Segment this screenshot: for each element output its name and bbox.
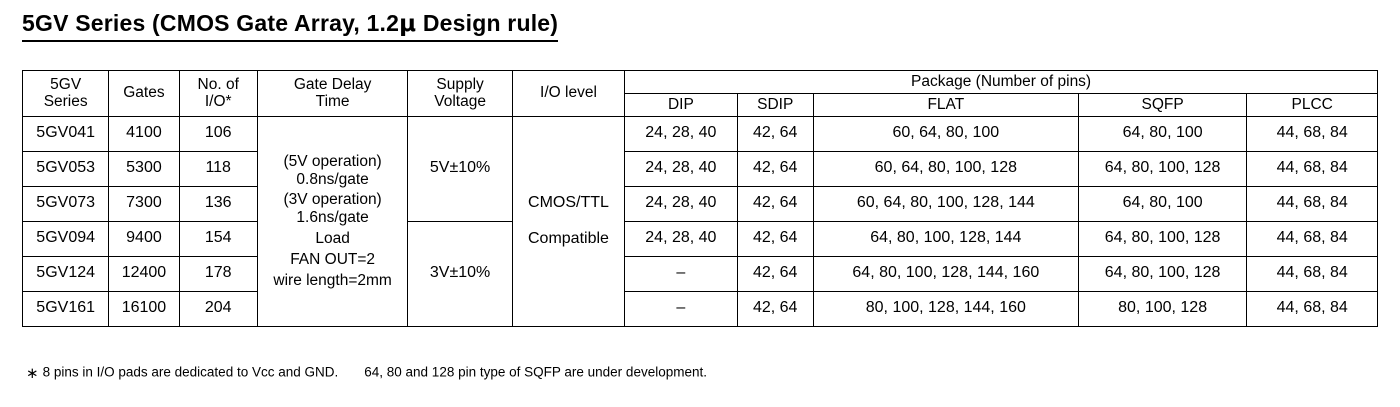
gate-delay-line3: (3V operation) — [283, 191, 382, 209]
cell-plcc: 44, 68, 84 — [1247, 151, 1378, 186]
cell-dip: 24, 28, 40 — [625, 151, 737, 186]
gate-delay-line2: 0.8ns/gate — [296, 170, 369, 188]
cell-gates: 4100 — [109, 116, 179, 151]
column-header-series — [23, 71, 109, 117]
cell-gates: 7300 — [109, 186, 179, 221]
gate-delay-line5: Load — [315, 230, 350, 248]
cell-series: 5GV053 — [23, 151, 109, 186]
column-header-io-line2: I/O* — [204, 93, 232, 111]
column-header-supply-line1: Supply — [436, 75, 484, 93]
cell-sdip: 42, 64 — [737, 151, 813, 186]
cell-dip: – — [625, 256, 737, 291]
table-header-row-1 — [23, 71, 1378, 94]
column-header-io-line1: No. of — [197, 75, 239, 93]
column-header-dip: DIP — [625, 93, 737, 116]
cell-series: 5GV041 — [23, 116, 109, 151]
column-header-sqfp: SQFP — [1078, 93, 1247, 116]
cell-dip: 24, 28, 40 — [625, 116, 737, 151]
cell-gates: 12400 — [109, 256, 179, 291]
cell-sdip: 42, 64 — [737, 291, 813, 326]
gate-delay-line1: (5V operation) — [283, 152, 382, 170]
gate-delay-line7: wire length=2mm — [273, 271, 392, 289]
column-header-gate-delay-line2: Time — [315, 93, 350, 111]
page-title-text-before: 5GV Series (CMOS Gate Array, 1.2 — [22, 10, 400, 36]
cell-sdip: 42, 64 — [737, 221, 813, 256]
cell-io: 178 — [179, 256, 257, 291]
cell-plcc: 44, 68, 84 — [1247, 186, 1378, 221]
cell-io: 118 — [179, 151, 257, 186]
column-header-package: Package (Number of pins) — [625, 71, 1378, 94]
column-header-sdip: SDIP — [737, 93, 813, 116]
cell-sqfp: 80, 100, 128 — [1078, 291, 1247, 326]
cell-plcc: 44, 68, 84 — [1247, 221, 1378, 256]
cell-flat: 80, 100, 128, 144, 160 — [813, 291, 1078, 326]
column-header-gate-delay-line1: Gate Delay — [293, 75, 372, 93]
footnote-star-icon: ∗ — [26, 365, 39, 382]
cell-flat: 64, 80, 100, 128, 144, 160 — [813, 256, 1078, 291]
column-header-supply-voltage — [408, 71, 512, 117]
cell-sqfp: 64, 80, 100, 128 — [1078, 256, 1247, 291]
cell-plcc: 44, 68, 84 — [1247, 256, 1378, 291]
micro-symbol: μ — [399, 11, 417, 37]
cell-dip: 24, 28, 40 — [625, 221, 737, 256]
cell-flat: 60, 64, 80, 100, 128, 144 — [813, 186, 1078, 221]
table-body — [23, 116, 1378, 326]
cell-series: 5GV073 — [23, 186, 109, 221]
cell-sdip: 42, 64 — [737, 186, 813, 221]
cell-io: 204 — [179, 291, 257, 326]
column-header-gate-delay — [257, 71, 408, 117]
table-row — [23, 186, 1378, 221]
footnote-text-1: 8 pins in I/O pads are dedicated to Vcc and GND. — [42, 364, 339, 380]
cell-dip: 24, 28, 40 — [625, 186, 737, 221]
footnote — [26, 364, 707, 382]
column-header-plcc: PLCC — [1247, 93, 1378, 116]
cell-io-level — [512, 116, 624, 326]
cell-sdip: 42, 64 — [737, 256, 813, 291]
gate-delay-line6: FAN OUT=2 — [290, 250, 376, 268]
table-row — [23, 116, 1378, 151]
cell-io: 106 — [179, 116, 257, 151]
column-header-series-line1: 5GV — [50, 75, 82, 93]
column-header-flat: FLAT — [813, 93, 1078, 116]
cell-flat: 60, 64, 80, 100 — [813, 116, 1078, 151]
gate-delay-line4: 1.6ns/gate — [296, 209, 369, 227]
cell-flat: 60, 64, 80, 100, 128 — [813, 151, 1078, 186]
table-row — [23, 256, 1378, 291]
cell-plcc: 44, 68, 84 — [1247, 116, 1378, 151]
cell-gates: 16100 — [109, 291, 179, 326]
cell-io: 136 — [179, 186, 257, 221]
table-row — [23, 151, 1378, 186]
cell-io: 154 — [179, 221, 257, 256]
cell-gates: 5300 — [109, 151, 179, 186]
table-header — [23, 71, 1378, 117]
page-title — [22, 10, 558, 42]
cell-flat: 64, 80, 100, 128, 144 — [813, 221, 1078, 256]
cell-supply-voltage-3v: 3V±10% — [408, 221, 512, 326]
cell-series: 5GV124 — [23, 256, 109, 291]
table-row — [23, 221, 1378, 256]
cell-supply-voltage-5v: 5V±10% — [408, 116, 512, 221]
cell-gate-delay — [257, 116, 408, 326]
cell-dip: – — [625, 291, 737, 326]
column-header-series-line2: Series — [43, 93, 88, 111]
footnote-text-2: 64, 80 and 128 pin type of SQFP are under development. — [364, 364, 707, 380]
column-header-io — [179, 71, 257, 117]
cell-gates: 9400 — [109, 221, 179, 256]
cell-plcc: 44, 68, 84 — [1247, 291, 1378, 326]
cell-sqfp: 64, 80, 100, 128 — [1078, 151, 1247, 186]
table-row — [23, 291, 1378, 326]
io-level-line2: Compatible — [528, 230, 609, 248]
cell-sqfp: 64, 80, 100, 128 — [1078, 221, 1247, 256]
page-title-text-after: Design rule) — [416, 10, 559, 36]
cell-sqfp: 64, 80, 100 — [1078, 116, 1247, 151]
column-header-supply-line2: Voltage — [434, 93, 486, 111]
cell-series: 5GV094 — [23, 221, 109, 256]
column-header-gates: Gates — [109, 71, 179, 117]
column-header-io-level: I/O level — [512, 71, 624, 117]
specification-table — [22, 70, 1378, 327]
cell-sdip: 42, 64 — [737, 116, 813, 151]
cell-sqfp: 64, 80, 100 — [1078, 186, 1247, 221]
cell-series: 5GV161 — [23, 291, 109, 326]
io-level-line1: CMOS/TTL — [528, 193, 609, 211]
